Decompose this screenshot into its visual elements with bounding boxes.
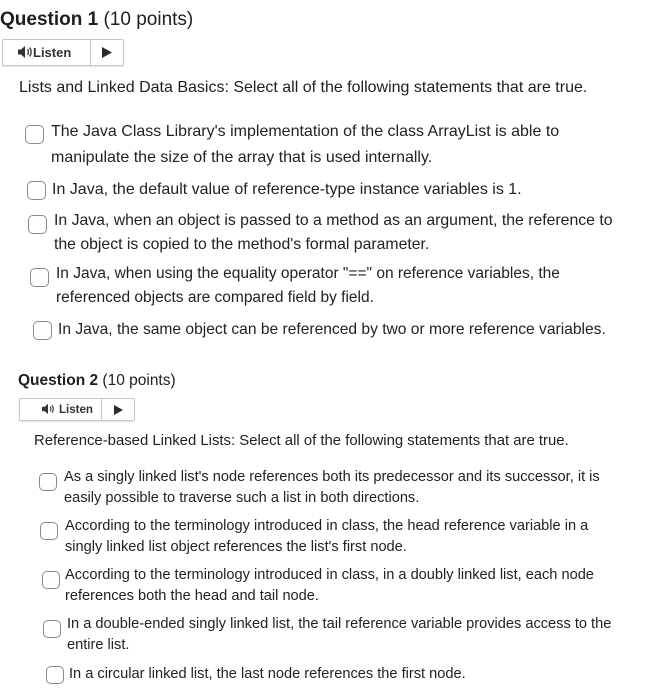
question-2-option-4-text: In a double-ended singly linked list, the tail reference variable provides access to the entire list. xyxy=(67,616,612,653)
question-2-option-3-checkbox[interactable] xyxy=(42,571,60,589)
question-1-option-1-text: The Java Class Library's implementation of the class ArrayList is able to manipulate the size of the array that is used internally. xyxy=(51,123,560,166)
question-2-option-2[interactable] xyxy=(40,516,640,558)
question-2-prompt: Reference-based Linked Lists: Select all of the following statements that are true. xyxy=(34,433,569,449)
question-2-option-1-text: As a singly linked list's node references both its predecessor and its successor, it is easily possible to traverse such a list in both directions. xyxy=(64,469,600,506)
question-1-option-4[interactable] xyxy=(30,262,630,310)
question-2-option-3-text: According to the terminology introduced in class, in a doubly linked list, each node references both the head and tail node. xyxy=(65,567,594,604)
question-1-option-3-checkbox[interactable] xyxy=(28,215,47,234)
question-2-option-3[interactable] xyxy=(42,565,642,607)
question-2-option-5-checkbox[interactable] xyxy=(46,666,64,684)
question-1-option-2-checkbox[interactable] xyxy=(27,181,46,200)
question-1-listen-button[interactable] xyxy=(3,40,91,65)
question-2-title xyxy=(18,370,176,392)
question-2-option-2-text: According to the terminology introduced in class, the head reference variable in a singly linked list object references the list's first node. xyxy=(65,518,589,555)
question-1-number: Question 1 xyxy=(0,9,99,30)
play-icon xyxy=(102,47,112,58)
question-2-play-button[interactable] xyxy=(102,399,134,420)
speaker-icon xyxy=(17,45,33,59)
question-2-option-4-checkbox[interactable] xyxy=(43,620,61,638)
question-1-prompt: Lists and Linked Data Basics: Select all of the following statements that are true. xyxy=(19,79,588,96)
question-2-listen-label: Listen xyxy=(59,403,93,416)
question-1-option-2[interactable] xyxy=(27,178,627,202)
question-2-option-1-checkbox[interactable] xyxy=(39,473,57,491)
question-1-option-4-text: In Java, when using the equality operator "==" on reference variables, the referenced objects are compared field by field. xyxy=(56,265,560,306)
question-2-option-1[interactable] xyxy=(39,467,639,509)
question-1-listen-label: Listen xyxy=(33,45,72,60)
question-1-option-4-checkbox[interactable] xyxy=(30,268,49,287)
question-2-listen-widget xyxy=(19,398,135,421)
question-2-option-5-text: In a circular linked list, the last node references the first node. xyxy=(69,666,466,682)
question-1-option-5-checkbox[interactable] xyxy=(33,321,52,340)
question-1-option-1-checkbox[interactable] xyxy=(25,125,44,144)
question-1-title xyxy=(0,8,193,32)
question-2-points: (10 points) xyxy=(102,372,176,389)
question-1-option-5[interactable] xyxy=(33,318,633,342)
question-1-listen-widget xyxy=(2,39,124,66)
speaker-icon xyxy=(41,403,55,415)
question-1-option-5-text: In Java, the same object can be referenced by two or more reference variables. xyxy=(58,321,606,338)
question-1-play-button[interactable] xyxy=(91,40,123,65)
question-2-option-5[interactable] xyxy=(46,664,646,685)
question-1-option-3[interactable] xyxy=(28,209,643,257)
question-2-option-2-checkbox[interactable] xyxy=(40,522,58,540)
question-1-points: (10 points) xyxy=(103,9,194,30)
question-2-listen-button[interactable] xyxy=(20,399,102,420)
question-1-option-1[interactable] xyxy=(25,119,625,171)
question-1-option-3-text: In Java, when an object is passed to a method as an argument, the reference to the object is copied to the method's formal parameter. xyxy=(54,212,613,253)
question-2-option-4[interactable] xyxy=(43,614,643,656)
question-1-option-2-text: In Java, the default value of reference-type instance variables is 1. xyxy=(52,181,522,198)
question-2-number: Question 2 xyxy=(18,372,99,389)
play-icon xyxy=(114,405,123,415)
